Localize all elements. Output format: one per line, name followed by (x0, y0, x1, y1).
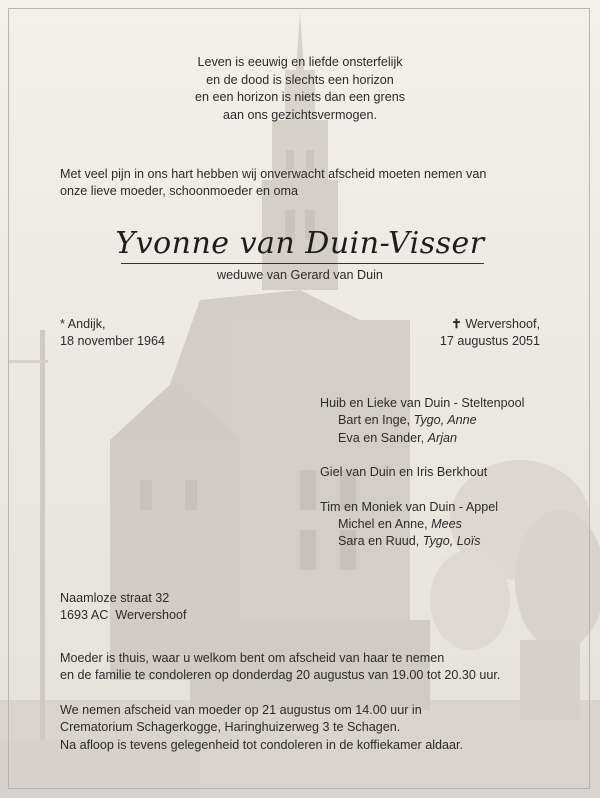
intro-text (60, 166, 540, 201)
intro-line: onze lieve moeder, schoonmoeder en oma (60, 184, 299, 199)
address-street: Naamloze straat 32 (60, 591, 170, 605)
birth-date: 18 november 1964 (60, 334, 166, 348)
family-list (320, 395, 524, 568)
grandchildren: Mees (431, 517, 462, 532)
name-underline (121, 263, 484, 264)
notice-line: en de familie te condoleren op donderdag 20 augustus van 19.00 tot 20.30 uur. (60, 668, 501, 683)
widow-of: weduwe van Gerard van Duin (217, 268, 383, 282)
family-child (320, 430, 524, 447)
family-parents: Tim en Moniek van Duin - Appel (320, 499, 499, 514)
death-date: 17 augustus 2051 (439, 334, 540, 348)
farewell-notice (60, 702, 540, 754)
notice-line: Na afloop is tevens gelegenheid tot condoleren in de koffiekamer aldaar. (60, 737, 464, 752)
family-child (320, 516, 524, 533)
family-group (320, 395, 524, 447)
child-names: Bart en Inge, (338, 413, 414, 428)
poem-line: en een horizon is niets dan een grens (194, 90, 406, 105)
death-info (440, 316, 540, 350)
family-child (320, 412, 524, 429)
cross-icon: ✝ (451, 317, 462, 331)
grandchildren: Tygo, Anne (413, 413, 477, 428)
poem-line: Leven is eeuwig en liefde onsterfelijk (197, 55, 403, 69)
family-group (320, 499, 524, 551)
child-names: Sara en Ruud, (338, 534, 423, 549)
birth-place: * Andijk, (60, 317, 106, 331)
birth-info (60, 316, 165, 350)
grandchildren: Tygo, Loïs (422, 534, 481, 549)
child-names: Eva en Sander, (338, 430, 428, 445)
address (60, 590, 186, 625)
address-city: 1693 AC Wervershoof (60, 608, 187, 623)
family-child (320, 533, 524, 550)
visiting-notice (60, 650, 540, 685)
death-place: Wervershoof, (465, 317, 540, 331)
family-parents: Giel van Duin en Iris Berkhout (320, 465, 488, 480)
grandchildren: Arjan (427, 430, 458, 445)
notice-line: Crematorium Schagerkogge, Haringhuizerweg 3 te Schagen. (60, 720, 401, 735)
family-parents: Huib en Lieke van Duin - Steltenpool (320, 396, 525, 410)
poem-line: en de dood is slechts een horizon (206, 72, 394, 87)
deceased-name: Yvonne van Duin-Visser (115, 226, 485, 261)
family-group (320, 464, 524, 481)
poem-line: aan ons gezichtsvermogen. (222, 107, 377, 122)
poem (0, 54, 600, 124)
notice-line: We nemen afscheid van moeder op 21 augustus om 14.00 uur in (60, 703, 422, 717)
intro-line: Met veel pijn in ons hart hebben wij onverwacht afscheid moeten nemen van (60, 167, 487, 181)
child-names: Michel en Anne, (338, 517, 432, 532)
notice-line: Moeder is thuis, waar u welkom bent om afscheid van haar te nemen (60, 651, 445, 665)
